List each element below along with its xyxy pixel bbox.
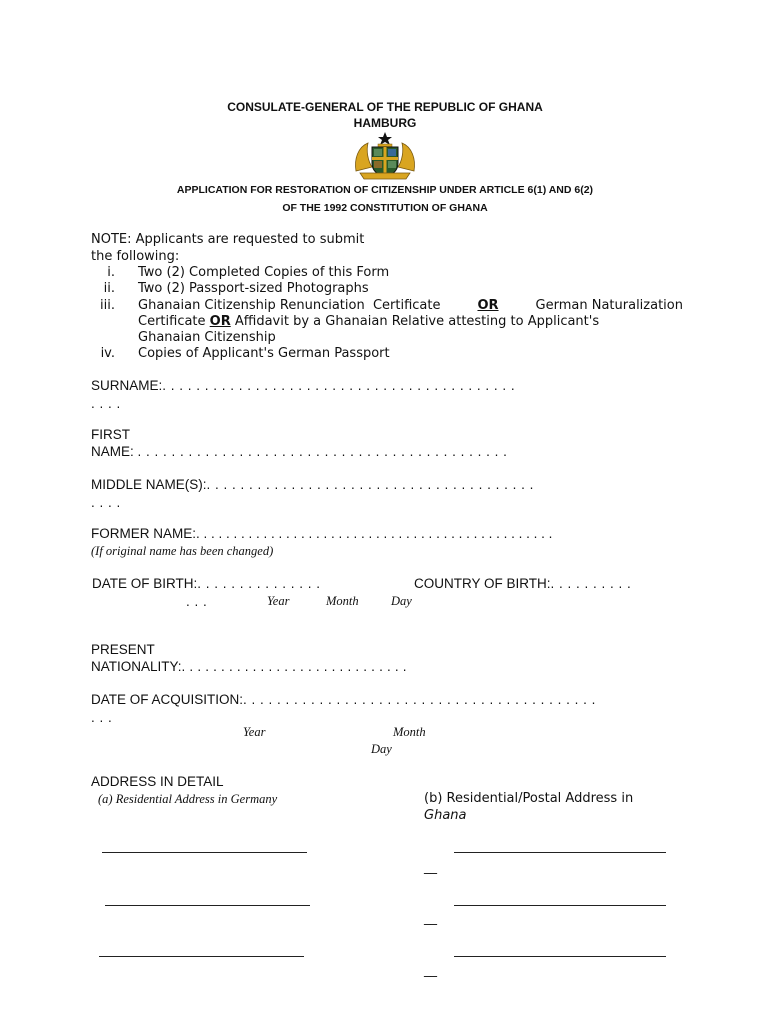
list-num: iii. <box>100 298 115 313</box>
address-ghana-label-2: Ghana <box>424 808 467 823</box>
nationality-label-2: NATIONALITY: <box>91 659 182 674</box>
address-germany-label: (a) Residential Address in Germany <box>98 792 278 806</box>
list-item: Two (2) Passport-sized Photographs <box>138 281 369 296</box>
nationality-dots: . . . . . . . . . . . . . . . . . . . . . . . . . . . . . <box>181 659 407 674</box>
cob-dots: . . . . . . . . . . <box>550 576 632 591</box>
consulate-title: CONSULATE-GENERAL OF THE REPUBLIC OF GHANA <box>227 100 543 114</box>
former-name-label: FORMER NAME: <box>91 526 197 541</box>
address-germany-line-2[interactable] <box>105 905 310 906</box>
middle-name-dots-continued: . . . . <box>91 495 121 510</box>
address-heading: ADDRESS IN DETAIL <box>91 774 224 789</box>
first-name-dots: . . . . . . . . . . . . . . . . . . . . . . . . . . . . . . . . . . . . . . . . . . . . <box>137 444 508 459</box>
first-name-label-2: NAME: <box>91 444 134 459</box>
note-line-2: the following: <box>91 249 180 264</box>
address-ghana-line-2[interactable] <box>454 905 666 906</box>
surname-field[interactable] <box>91 378 515 393</box>
nationality-label: PRESENT <box>91 642 155 657</box>
dob-day-hint: Day <box>391 594 412 608</box>
address-ghana-label: (b) Residential/Postal Address in <box>424 791 634 806</box>
dob-dots-continued: . . . <box>186 594 208 609</box>
dob-month-hint: Month <box>326 594 359 608</box>
acquisition-label: DATE OF ACQUISITION: <box>91 692 244 707</box>
list-item-continued: Ghanaian Citizenship <box>138 330 276 345</box>
address-germany-line-1[interactable] <box>102 852 307 853</box>
address-ghana-line-1[interactable] <box>454 852 666 853</box>
date-of-acquisition-field[interactable] <box>91 692 596 707</box>
middle-name-dots: . . . . . . . . . . . . . . . . . . . . . . . . . . . . . . . . . . . . . . . <box>206 477 534 492</box>
list-item: Copies of Applicant's German Passport <box>138 346 390 361</box>
former-name-dots: . . . . . . . . . . . . . . . . . . . . . . . . . . . . . . . . . . . . . . . . . . . . . . . . <box>196 526 553 541</box>
acquisition-day-hint: Day <box>371 742 392 756</box>
former-name-hint: (If original name has been changed) <box>91 544 274 558</box>
list-item <box>138 298 683 313</box>
address-germany-line-3[interactable] <box>99 956 304 957</box>
acquisition-month-hint: Month <box>393 725 426 739</box>
city-title: HAMBURG <box>353 116 417 130</box>
application-subtitle: APPLICATION FOR RESTORATION OF CITIZENSHIP UNDER ARTICLE 6(1) AND 6(2) <box>176 184 594 196</box>
dob-label: DATE OF BIRTH: <box>92 576 198 591</box>
list-item-continued <box>138 314 599 329</box>
acquisition-dots: . . . . . . . . . . . . . . . . . . . . . . . . . . . . . . . . . . . . . . . . . . <box>243 692 596 707</box>
list-item-text: Ghanaian Citizenship Renunciation Certificate <box>138 298 445 313</box>
address-ghana-line-3[interactable] <box>454 956 666 957</box>
dob-dots: . . . . . . . . . . . . . . . <box>197 576 321 591</box>
acquisition-dots-continued: . . . <box>91 710 113 725</box>
address-ghana-dash-3: __ <box>424 963 437 978</box>
or-emphasis: OR <box>477 298 499 313</box>
or-emphasis: OR <box>209 314 231 329</box>
first-name-field[interactable] <box>91 444 507 459</box>
middle-name-field[interactable] <box>91 477 534 492</box>
surname-dots: . . . . . . . . . . . . . . . . . . . . . . . . . . . . . . . . . . . . . . . . . . <box>162 378 516 393</box>
list-item: Two (2) Completed Copies of this Form <box>138 265 390 280</box>
surname-dots-continued: . . . . <box>91 396 121 411</box>
date-of-birth-field[interactable] <box>92 576 321 591</box>
first-name-label: FIRST <box>91 427 130 442</box>
list-num: ii. <box>103 281 115 296</box>
list-num: iv. <box>100 346 115 361</box>
list-item-text: Affidavit by a Ghanaian Relative attesting to Applicant's <box>230 314 600 329</box>
list-item-text: Certificate <box>138 314 210 329</box>
former-name-field[interactable] <box>91 526 552 541</box>
application-subtitle-2: OF THE 1992 CONSTITUTION OF GHANA <box>282 202 488 214</box>
acquisition-year-hint: Year <box>243 725 266 739</box>
dob-year-hint: Year <box>267 594 290 608</box>
nationality-field[interactable] <box>91 659 407 674</box>
note-line-1: NOTE: Applicants are requested to submit <box>91 232 365 247</box>
surname-label: SURNAME: <box>91 378 163 393</box>
country-of-birth-field[interactable] <box>414 576 631 591</box>
cob-label: COUNTRY OF BIRTH: <box>414 576 551 591</box>
list-num: i. <box>107 265 115 280</box>
ghana-coat-of-arms-icon <box>352 131 418 181</box>
address-ghana-dash-2: __ <box>424 911 437 926</box>
address-ghana-dash-1: __ <box>424 860 437 875</box>
middle-name-label: MIDDLE NAME(S): <box>91 477 207 492</box>
list-item-text: German Naturalization <box>531 298 683 313</box>
